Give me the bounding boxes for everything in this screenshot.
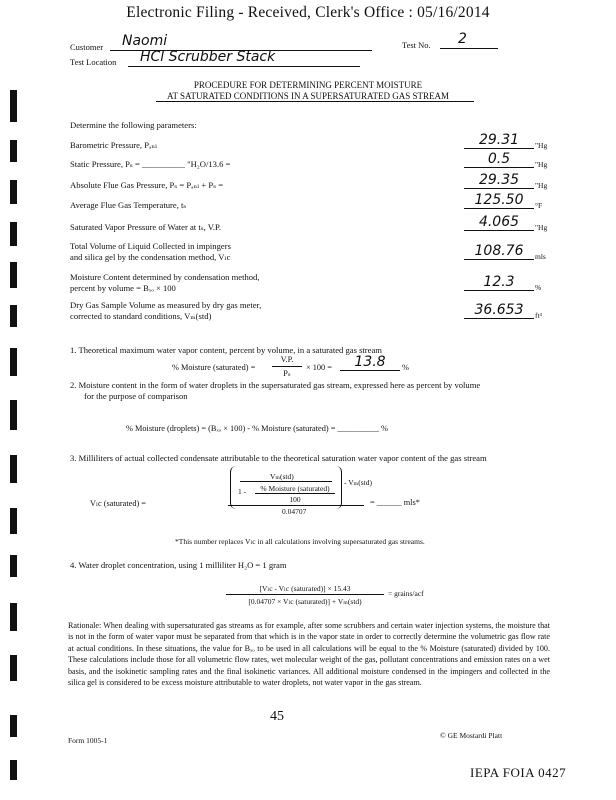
item1-text: 1. Theoretical maximum water vapor content, percent by volume, in a saturated gas stream — [70, 345, 382, 355]
item4-rhs: = grains/acf — [388, 589, 424, 598]
binder-mark — [10, 603, 17, 631]
item2-text1: 2. Moisture content in the form of water droplets in the supersaturated gas stream, expressed here as percent by volume — [70, 380, 481, 390]
item3-rhs: = ______ mls* — [370, 498, 420, 507]
binder-mark — [10, 455, 17, 483]
test-location-label: Test Location — [70, 57, 117, 67]
test-no-label: Test No. — [402, 40, 431, 50]
param-value: 108.76 — [474, 243, 524, 259]
item4-num: [Vₗc - Vₗc (saturated)] × 15.43 — [259, 584, 351, 593]
binder-mark — [10, 760, 17, 780]
procedure-title: PROCEDURE FOR DETERMINING PERCENT MOISTURE — [193, 80, 423, 90]
procedure-subtitle: AT SATURATED CONDITIONS IN A SUPERSATURATED GAS STREAM — [166, 91, 450, 101]
binder-mark — [10, 715, 17, 737]
binder-mark — [10, 655, 17, 681]
customer-value: Naomi — [122, 33, 168, 49]
item4-den: [0.04707 × Vₗc (saturated)] + Vₘ(std) — [248, 597, 362, 606]
item3-den: 0.04707 — [282, 507, 307, 516]
param-unit: "Hg — [535, 160, 548, 169]
item1-frac-num: V.P. — [280, 355, 294, 364]
param-unit: % — [535, 283, 542, 292]
page-number: 45 — [270, 709, 284, 724]
param-label: Dry Gas Sample Volume as measured by dry gas meter, corrected to standard conditions, Vₘ(std) — [70, 300, 262, 321]
param-label: Barometric Pressure, Pₐₙₗ — [70, 140, 158, 150]
param-label: Absolute Flue Gas Pressure, Pₛ = Pₐₙₗ + Pₛ = — [70, 180, 224, 190]
copyright: © GE Mostardi Platt — [440, 731, 503, 740]
param-unit: °F — [535, 201, 543, 210]
test-no-value: 2 — [458, 31, 467, 47]
binder-mark — [10, 180, 17, 204]
item4-text: 4. Water droplet concentration, using 1 milliliter H₂O = 1 gram — [70, 560, 287, 570]
param-value: 36.653 — [474, 302, 524, 318]
binder-mark — [10, 305, 17, 327]
param-value: 125.50 — [474, 192, 524, 208]
param-unit: "Hg — [535, 141, 548, 150]
customer-label: Customer — [70, 42, 104, 52]
item3-text: 3. Milliliters of actual collected condensate attributable to the theoretical saturation water vapor content of the gas stream — [70, 453, 487, 463]
item3-vmstd: - Vₘ(std) — [344, 478, 373, 487]
item2-eq: % Moisture (droplets) = (Bₓₒ × 100) - % Moisture (saturated) = __________ % — [126, 424, 388, 433]
item3-inner: % Moisture (saturated) — [255, 484, 335, 494]
item3-note: *This number replaces Vₗc in all calculations involving supersaturated gas streams. — [175, 537, 425, 546]
binder-mark — [10, 140, 17, 162]
param-value: 4.065 — [478, 214, 520, 230]
item3-lhs: Vₗc (saturated) = — [90, 499, 146, 508]
item1-value: 13.8 — [354, 354, 386, 370]
binder-mark — [10, 400, 17, 430]
item1-unit: % — [402, 363, 409, 372]
binder-mark — [10, 348, 17, 376]
param-unit: "Hg — [535, 223, 548, 232]
param-label: Saturated Vapor Pressure of Water at tₛ, V.P. — [70, 222, 221, 232]
item1-eq-label: % Moisture (saturated) = — [172, 363, 256, 372]
filing-header: Electronic Filing - Received, Clerk's Office : 05/16/2014 — [126, 4, 490, 21]
param-label: Static Pressure, Pₛ = __________ "H₂O/13.6 = — [70, 159, 231, 169]
item3-one-minus: 1 - — [238, 487, 247, 496]
item1-frac-den: Pₛ — [283, 369, 291, 378]
param-value: 0.5 — [487, 151, 511, 167]
param-value: 12.3 — [483, 274, 515, 290]
param-value: 29.35 — [478, 172, 520, 188]
param-label: Average Flue Gas Temperature, tₛ — [70, 200, 187, 210]
binder-mark — [10, 508, 17, 534]
param-label: Total Volume of Liquid Collected in impingers and silica gel by the condensation method, Vₗc — [70, 241, 231, 262]
param-unit: mls — [535, 252, 546, 261]
rationale-paragraph: Rationale: When dealing with supersaturated gas streams as for example, after some scrubbers and certain water injection systems, the moisture that is not in the form of water vapor must be separated from that which is in the vapor state in order to correctly determine the volumetric gas flow rate at actual conditions. In these situations, the value for Bₓₒ to be used in all calculations will be equal to the % Moisture (saturated) divided by 100. These calculations include those for all volumetric flow rates, wet molecular weight of the gas, pollutant concentrations and emission rates on a wet basis, and the isokinetic sampling rates and the final isokinetic variances. All additional moisture condensed in the impingers and collected in the silica gel is considered to be excess moisture attributable to water droplets, not water vapor in the gas stream. — [68, 621, 550, 688]
param-unit: "Hg — [535, 181, 548, 190]
determine-heading: Determine the following parameters: — [70, 120, 197, 130]
binder-mark — [10, 262, 17, 288]
item2-text2: for the purpose of comparison — [84, 391, 188, 401]
item3-vstd: Vₘ(std) — [270, 472, 294, 481]
param-unit: ft³ — [535, 311, 542, 320]
test-location-value: HCl Scrubber Stack — [140, 49, 276, 65]
param-value: 29.31 — [478, 132, 520, 148]
form-number: Form 1005-1 — [68, 736, 108, 745]
binder-mark — [10, 222, 17, 246]
binder-mark — [10, 555, 17, 577]
item3-hundred: 100 — [289, 495, 301, 504]
foia-id: IEPA FOIA 0427 — [470, 765, 567, 780]
param-label: Moisture Content determined by condensation method, percent by volume = Bₓₒ × 100 — [70, 272, 260, 293]
item1-tail: × 100 = — [306, 363, 332, 372]
